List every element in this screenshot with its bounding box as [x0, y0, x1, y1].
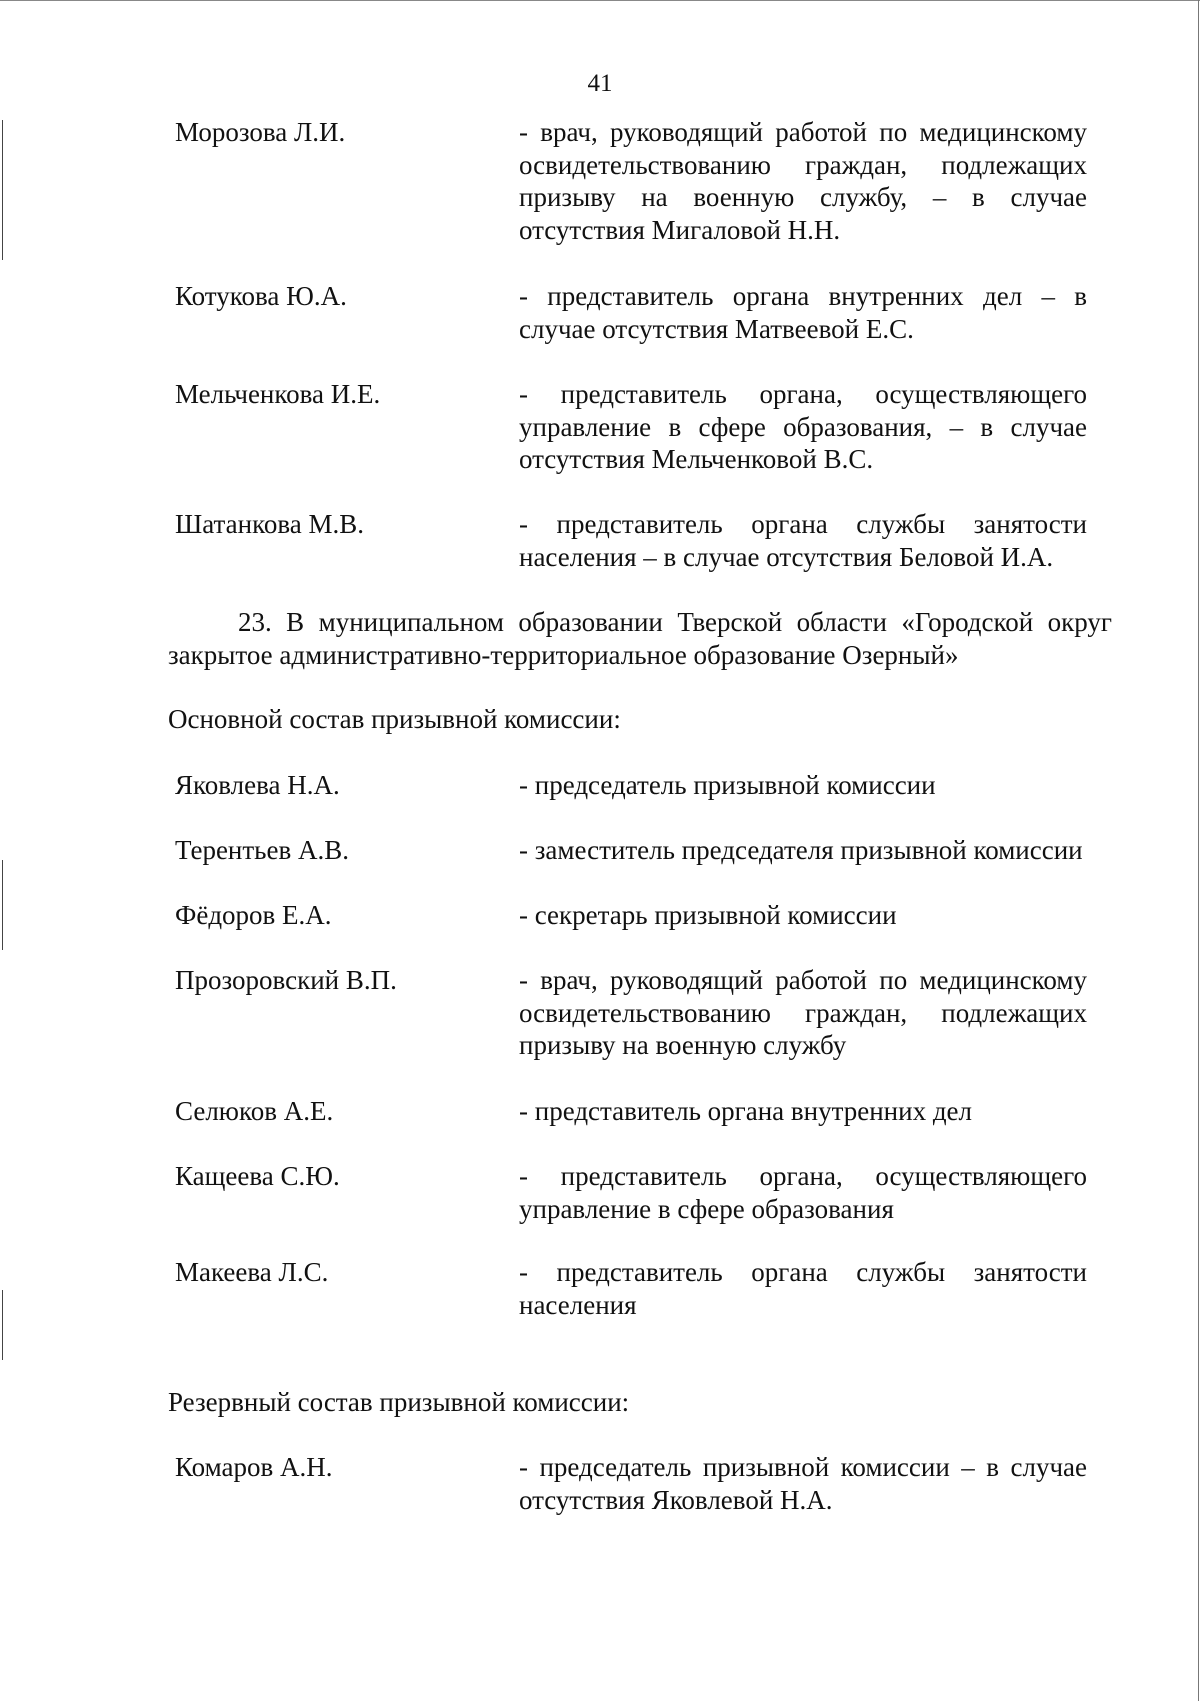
member-role: - представитель органа, осуществляющего управление в сфере образования [519, 1161, 1087, 1224]
member-role: - представитель органа внутренних дел – в случае отсутствия Матвеевой Е.С. [519, 281, 1087, 344]
section-title: 23. В муниципальном образовании Тверской области «Городской округ закрытое административно-территориальное образование Озерный» [168, 607, 1112, 670]
scan-edge-line [2, 860, 3, 950]
member-role: - представитель органа внутренних дел [519, 1096, 973, 1126]
member-name: Кащеева С.Ю. [175, 1161, 340, 1191]
page-number: 41 [587, 70, 613, 97]
member-name: Шатанкова М.В. [175, 509, 364, 539]
main-composition-heading: Основной состав призывной комиссии: [168, 704, 621, 734]
member-role: - секретарь призывной комиссии [519, 900, 897, 930]
member-name: Прозоровский В.П. [175, 965, 397, 995]
member-name: Селюков А.Е. [175, 1096, 334, 1126]
reserve-composition-heading: Резервный состав призывной комиссии: [168, 1387, 630, 1417]
member-name: Фёдоров Е.А. [175, 900, 332, 930]
member-role: - представитель органа, осуществляющего управление в сфере образования, – в случае отсутствия Мельченковой В.С. [519, 379, 1087, 474]
member-role: - представитель органа службы занятости населения [519, 1257, 1087, 1320]
member-role: - врач, руководящий работой по медицинскому освидетельствованию граждан, подлежащих призыву на военную службу [519, 965, 1087, 1060]
member-role: - председатель призывной комиссии – в случае отсутствия Яковлевой Н.А. [519, 1452, 1087, 1515]
scan-edge-line [2, 1290, 3, 1360]
member-name: Яковлева Н.А. [175, 770, 340, 800]
member-role: - врач, руководящий работой по медицинскому освидетельствованию граждан, подлежащих призыву на военную службу, – в случае отсутствия Мигаловой Н.Н. [519, 117, 1087, 245]
scan-edge-line [0, 0, 1200, 1]
member-role: - представитель органа службы занятости населения – в случае отсутствия Беловой И.А. [519, 509, 1087, 572]
scan-edge-line [2, 120, 3, 260]
member-name: Терентьев А.В. [175, 835, 349, 865]
member-name: Мельченкова И.Е. [175, 379, 381, 409]
member-name: Макеева Л.С. [175, 1257, 329, 1287]
scan-edge-line [1198, 0, 1199, 1701]
member-role: - заместитель председателя призывной комиссии [519, 835, 1083, 865]
member-role: - председатель призывной комиссии [519, 770, 936, 800]
member-name: Котукова Ю.А. [175, 281, 347, 311]
member-name: Комаров А.Н. [175, 1452, 333, 1482]
member-name: Морозова Л.И. [175, 117, 346, 147]
